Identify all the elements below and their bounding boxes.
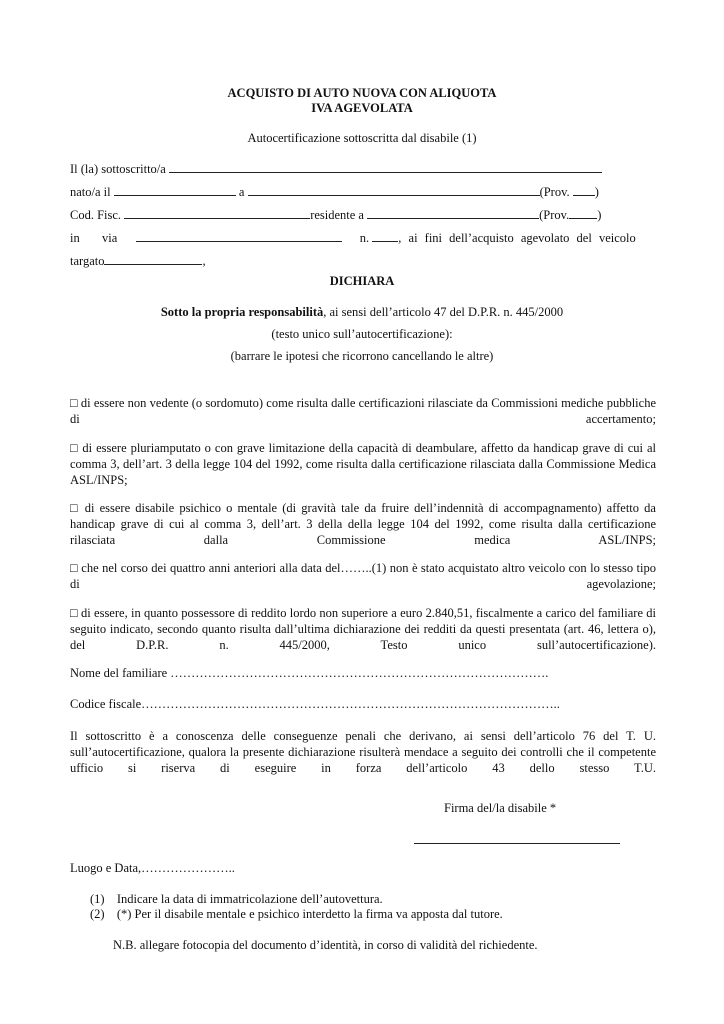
checkbox-icon[interactable]: □ bbox=[70, 606, 78, 620]
street-field[interactable] bbox=[136, 230, 342, 242]
document-title-line1: ACQUISTO DI AUTO NUOVA CON ALIQUOTA bbox=[227, 86, 497, 100]
intro-rest: , ai sensi dell’articolo 47 del D.P.R. n. 445/2000 bbox=[323, 305, 564, 319]
intro-line3: (barrare le ipotesi che ricorrono cancellando le altre) bbox=[230, 349, 494, 363]
option-1[interactable] bbox=[70, 395, 656, 427]
address-purpose-text: , ai fini dell’acquisto agevolato del veicolo bbox=[398, 231, 636, 245]
option-2[interactable] bbox=[70, 440, 656, 488]
footnote-2 bbox=[90, 907, 503, 922]
street-label: via bbox=[101, 231, 118, 245]
footnote-1 bbox=[90, 892, 383, 907]
fiscal-code-field[interactable] bbox=[124, 207, 310, 219]
option-4[interactable] bbox=[70, 560, 656, 592]
birth-date-field[interactable] bbox=[114, 184, 236, 196]
residence-prov-field[interactable] bbox=[569, 207, 597, 219]
footnote-1-text: Indicare la data di immatricolazione dell’autovettura. bbox=[116, 892, 383, 906]
fiscal-code-label: Cod. Fisc. bbox=[70, 208, 122, 222]
plate-close: , bbox=[202, 254, 206, 268]
place-date-field[interactable]: Luogo e Data,………………….. bbox=[70, 861, 235, 875]
option-3-text: di essere disabile psichico o mentale (di gravità tale da fruire dell’indennità di accompagnamento) affetto da handicap grave di cui al comma 3, dell’art. 3 della della legge 104 del 1992, come risulta dalla certificazione rilasciata dalla Commissione medica ASL/INPS; bbox=[70, 501, 656, 547]
residence-prov-close: ) bbox=[597, 208, 602, 222]
birth-place-label: a bbox=[238, 185, 245, 199]
option-5-text: di essere, in quanto possessore di reddito lordo non superiore a euro 2.840,51, fiscalmente a carico del familiare di seguito indicato, secondo quanto risulta dall’ultima dichiarazione dei redditi da questi presentata (art. 46, lettera o), del D.P.R. n. 445/2000, Testo unico sull’autocertificazione). bbox=[70, 606, 657, 652]
footnote-1-number: (1) bbox=[90, 892, 105, 906]
checkbox-icon[interactable]: □ bbox=[70, 561, 78, 575]
birth-prov-field[interactable] bbox=[573, 184, 595, 196]
family-member-name-field[interactable]: Nome del familiare ………………………………………………………………………………. bbox=[70, 666, 549, 680]
number-field[interactable] bbox=[372, 230, 398, 242]
residence-prov-label: (Prov. bbox=[539, 208, 570, 222]
penal-awareness-paragraph: Il sottoscritto è a conoscenza delle conseguenze penali che derivano, ai sensi dell’articolo 76 del T. U. sull’autocertificazione, qualora la presente dichiarazione risulterà mendace a seguito dei controlli che il competente ufficio si riserva di eseguire in forza dell’articolo 43 dello stesso T.U. bbox=[70, 729, 656, 775]
intro-line2: (testo unico sull’autocertificazione): bbox=[271, 327, 453, 341]
number-label: n. bbox=[359, 231, 370, 245]
plate-field[interactable] bbox=[104, 253, 202, 265]
checkbox-icon[interactable]: □ bbox=[70, 441, 79, 455]
signature-label: Firma del/la disabile * bbox=[444, 801, 557, 815]
plate-label: targato bbox=[70, 254, 105, 268]
intro-line1 bbox=[0, 305, 724, 320]
dichiara-heading: DICHIARA bbox=[329, 274, 395, 288]
option-5[interactable] bbox=[70, 605, 656, 653]
name-field[interactable] bbox=[169, 161, 602, 173]
footnote-2-text: (*) Per il disabile mentale e psichico interdetto la firma va apposta dal tutore. bbox=[116, 907, 503, 921]
option-2-text: di essere pluriamputato o con grave limitazione della capacità di deambulare, affetto da handicap grave di cui al comma 3, dell’art. 3 della legge 104 del 1992, come risulta dalla certificazione rilasciata dalla Commissione Medica ASL/INPS; bbox=[70, 441, 657, 487]
checkbox-icon[interactable]: □ bbox=[70, 396, 78, 410]
birth-prov-close: ) bbox=[594, 185, 599, 199]
residence-field[interactable] bbox=[367, 207, 539, 219]
form-line-fiscal bbox=[70, 207, 601, 223]
in-label: in bbox=[70, 231, 80, 245]
document-subtitle: Autocertificazione sottoscritta dal disabile (1) bbox=[247, 131, 477, 145]
option-1-text: di essere non vedente (o sordomuto) come risulta dalle certificazioni rilasciate da Commissioni mediche pubbliche di accertamento; bbox=[70, 396, 656, 426]
option-3[interactable] bbox=[70, 500, 656, 548]
family-member-fiscal-code-field[interactable]: Codice fiscale……………………………………………………………………………………….. bbox=[70, 697, 560, 711]
form-line-plate bbox=[70, 253, 206, 269]
signature-line[interactable] bbox=[414, 843, 620, 844]
residence-label: residente a bbox=[310, 208, 364, 222]
birth-date-label: nato/a il bbox=[70, 185, 111, 199]
birth-place-field[interactable] bbox=[248, 184, 540, 196]
document-title-line2: IVA AGEVOLATA bbox=[311, 101, 413, 115]
form-line-name bbox=[70, 161, 602, 177]
form-line-address bbox=[70, 230, 636, 246]
form-line-birth bbox=[70, 184, 599, 200]
name-label: Il (la) sottoscritto/a bbox=[70, 162, 166, 176]
intro-bold: Sotto la propria responsabilità bbox=[160, 305, 324, 319]
checkbox-icon[interactable]: □ bbox=[70, 501, 80, 515]
nb-note: N.B. allegare fotocopia del documento d’identità, in corso di validità del richiedente. bbox=[113, 938, 538, 952]
footnote-2-number: (2) bbox=[90, 907, 105, 921]
birth-prov-label: (Prov. bbox=[539, 185, 570, 199]
option-4-text: che nel corso dei quattro anni anteriori alla data del……..(1) non è stato acquistato altro veicolo con lo stesso tipo di agevolazione; bbox=[70, 561, 656, 591]
